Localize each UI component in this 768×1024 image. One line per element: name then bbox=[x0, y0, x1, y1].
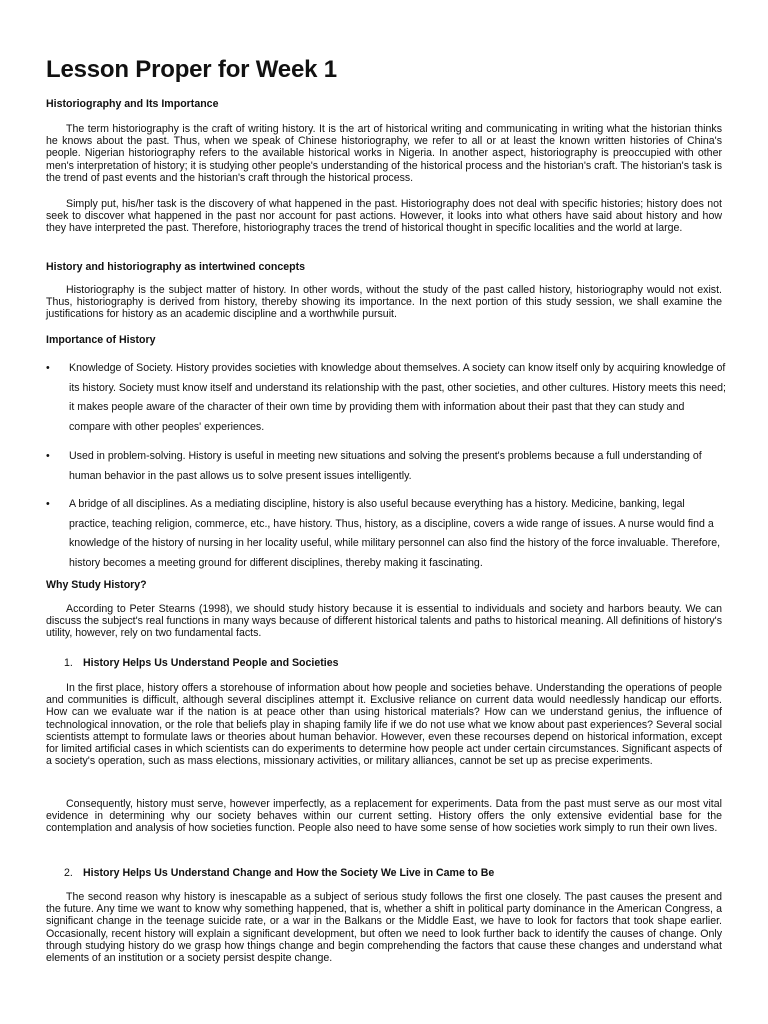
item-number: 2. bbox=[64, 867, 73, 879]
heading-historiography-importance: Historiography and Its Importance bbox=[46, 98, 219, 110]
list-item bbox=[46, 495, 726, 573]
bullet-icon: • bbox=[46, 450, 50, 462]
bullet-icon: • bbox=[46, 498, 50, 510]
heading-why-study-history: Why Study History? bbox=[46, 579, 147, 591]
numbered-heading-people-societies bbox=[64, 657, 339, 669]
heading-intertwined-concepts: History and historiography as intertwined concepts bbox=[46, 261, 306, 273]
paragraph-historiography-definition: The term historiography is the craft of writing history. It is the art of historical writing and communicating in writing what the historian thinks he knows about the past. Thus, when we speak of Chinese historiography, we refer to all or at least the known written histories of China's people. Nigerian historiography refers to the available historical works in Nigeria. In another aspect, historiography is preoccupied with other men's interpretation of history; it is studying other people's understanding of the historical process and the historian's craft. The historian's task is the trend of past events and the historian's craft through the historical process. bbox=[46, 123, 722, 184]
paragraph-intertwined-concepts: Historiography is the subject matter of history. In other words, without the study of the past called history, historiography would not exist. Thus, historiography is derived from history, thereby showing its importance. In the next portion of this study session, we shall examine the justifications for history as an academic discipline and a worthwhile pursuit. bbox=[46, 284, 722, 321]
paragraph-replacement-for-experiments: Consequently, history must serve, however imperfectly, as a replacement for experiments. Data from the past must serve as our most vital evidence in determining why our society behaves within our current setting. History offers the only extensive evidential base for the contemplation and analysis of how societies function. People also need to have some sense of how societies work simply to run their own lives. bbox=[46, 798, 722, 835]
paragraph-past-causes-present: The second reason why history is inescapable as a subject of serious study follows the first one closely. The past causes the present and the future. Any time we want to know why something happened, that is, whether a shift in political party dominance in the American Congress, a significant change in the teenage suicide rate, or a war in the Balkans or the Middle East, we have to look for factors that took shape earlier. Occasionally, recent history will explain a significant development, but often we need to look further back to identify the causes of change. Only through studying history do we grasp how things change and begin comprehending the factors that cause these changes and understand what elements of an institution or a society persist despite change. bbox=[46, 891, 722, 965]
page-title: Lesson Proper for Week 1 bbox=[46, 56, 337, 83]
item-title: History Helps Us Understand Change and How the Society We Live in Came to Be bbox=[83, 867, 495, 879]
paragraph-stearns: According to Peter Stearns (1998), we should study history because it is essential to individuals and society and harbors beauty. We can discuss the subject's real functions in many ways because of different historical talents and paths to historical meaning. All definitions of history's utility, however, rely on two fundamental facts. bbox=[46, 603, 722, 640]
numbered-heading-understand-change bbox=[64, 867, 494, 879]
list-item bbox=[46, 359, 726, 437]
bullet-icon: • bbox=[46, 362, 50, 374]
item-number: 1. bbox=[64, 657, 73, 669]
bullet-text-bridge-of-disciplines: A bridge of all disciplines. As a mediating discipline, history is also useful because everything has a history. Medicine, banking, legal practice, teaching religion, commerce, etc., have history. Thus, history, as a discipline, covers a wide range of issues. A nurse would find a knowledge of the history of nursing in her locality useful, while military personnel can also find the history of the force invaluable. Therefore, history becomes a meeting ground for different disciplines, thereby making it fascinating. bbox=[69, 498, 721, 569]
list-item bbox=[46, 447, 726, 486]
importance-bullet-list bbox=[46, 495, 726, 573]
bullet-text-problem-solving: Used in problem-solving. History is useful in meeting new situations and solving the present's problems because a full understanding of human behavior in the past allows us to solve present issues intelligently. bbox=[69, 450, 702, 482]
paragraph-historiography-task: Simply put, his/her task is the discovery of what happened in the past. Historiography does not deal with specific histories; history does not seek to discover what happened in the past nor account for past actions. However, it looks into what others have said about history and how they have interpreted the past. Therefore, historiography traces the trend of historical thought in specific localities and the world at large. bbox=[46, 198, 722, 235]
bullet-text-knowledge-of-society: Knowledge of Society. History provides societies with knowledge about themselves. A society can know itself only by acquiring knowledge of its history. Society must know itself and understand its relationship with the past, other societies, and other cultures. History meets this need; it makes people aware of the character of their own time by providing them with information about their past that they can study and compare with other peoples' experiences. bbox=[69, 362, 726, 433]
importance-bullet-list bbox=[46, 359, 726, 437]
heading-importance-of-history: Importance of History bbox=[46, 334, 156, 346]
paragraph-storehouse-of-information: In the first place, history offers a storehouse of information about how people and societies behave. Understanding the operations of people and communities is difficult, although several disciplines attempt it. Exclusive reliance on current data would needlessly handicap our efforts. How can we evaluate war if the nation is at peace other than using historical materials? How can we understand genius, the influence of technological innovation, or the role that beliefs play in shaping family life if we do not use what we know about past experiences? Several social scientists attempt to formulate laws or theories about human behavior. However, even these recourses depend on historical information, except for limited artificial cases in which scientists can do experiments to determine how people act under certain circumstances. Significant aspects of a society's operation, such as mass elections, missionary activities, or military alliances, cannot be set up as precise experiments. bbox=[46, 682, 722, 768]
importance-bullet-list bbox=[46, 447, 726, 486]
item-title: History Helps Us Understand People and Societies bbox=[83, 657, 339, 669]
